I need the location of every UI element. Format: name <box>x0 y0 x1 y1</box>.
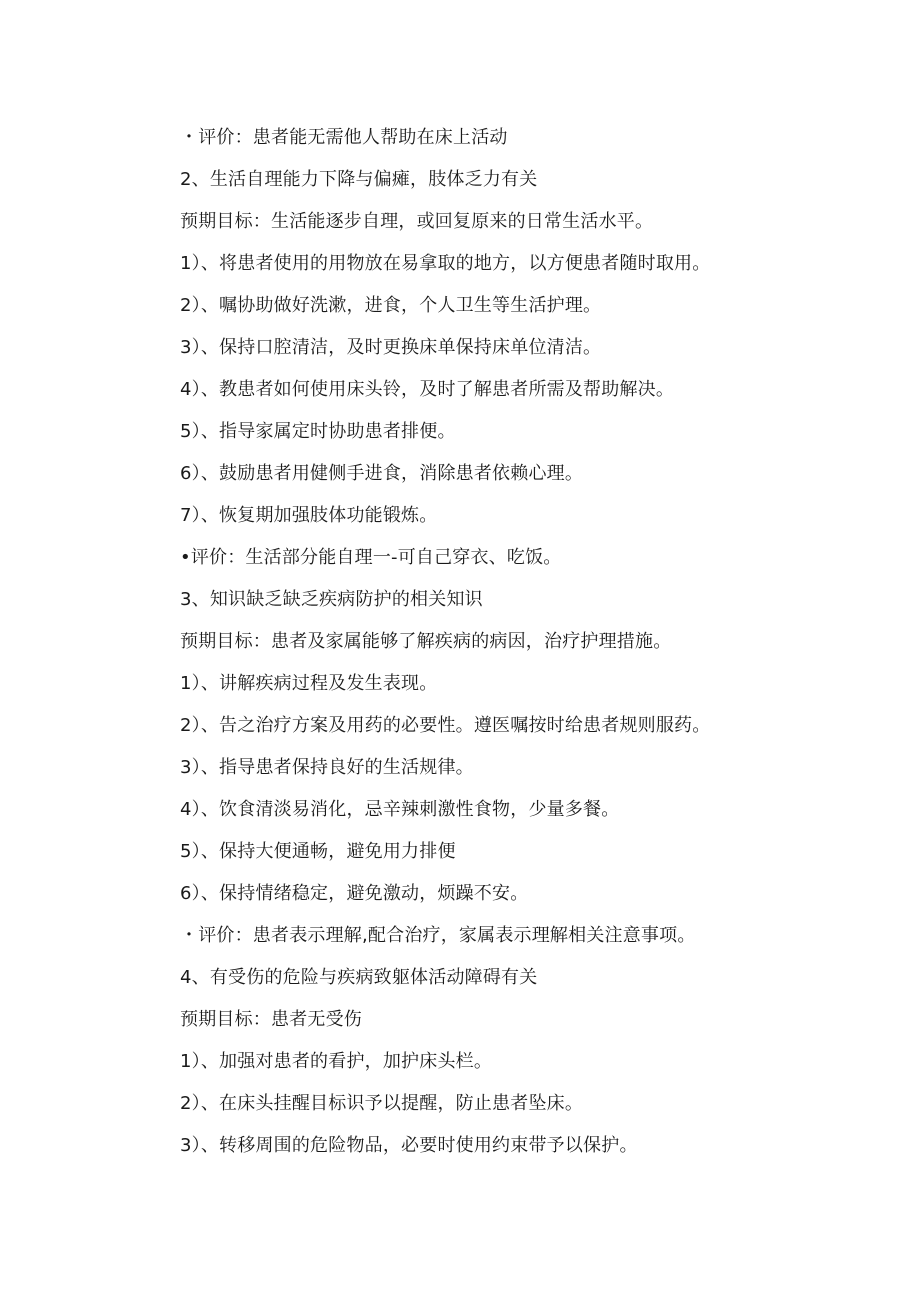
list-item: 2）、在床头挂醒目标识予以提醒，防止患者坠床。 <box>180 1093 584 1114</box>
list-item: 2）、告之治疗方案及用药的必要性。遵医嘱按时给患者规则服药。 <box>180 715 711 736</box>
list-item: 6）、鼓励患者用健侧手进食，消除患者依赖心理。 <box>180 463 584 484</box>
list-item: 6）、保持情绪稳定，避免激动，烦躁不安。 <box>180 883 529 904</box>
document-body <box>180 117 820 1167</box>
list-item: 3）、指导患者保持良好的生活规律。 <box>180 757 474 778</box>
section-heading-3: 3、知识缺乏缺乏疾病防护的相关知识 <box>180 589 483 610</box>
section-heading-4: 4、有受伤的危险与疾病致躯体活动障碍有关 <box>180 967 538 988</box>
goal-line-4: 预期目标：患者无受伤 <box>180 1009 362 1030</box>
goal-line-2: 预期目标：生活能逐步自理，或回复原来的日常生活水平。 <box>180 211 654 232</box>
goal-line-3: 预期目标：患者及家属能够了解疾病的病因，治疗护理措施。 <box>180 631 672 652</box>
evaluation-line-3: ・评价：患者表示理解,配合治疗，家属表示理解相关注意事项。 <box>180 925 696 946</box>
list-item: 1）、加强对患者的看护，加护床头栏。 <box>180 1051 493 1072</box>
list-item: 7）、恢复期加强肢体功能锻炼。 <box>180 505 438 526</box>
section-heading-2: 2、生活自理能力下降与偏瘫，肢体乏力有关 <box>180 169 538 190</box>
list-item: 5）、指导家属定时协助患者排便。 <box>180 421 456 442</box>
evaluation-line-2: •评价：生活部分能自理一-可自己穿衣、吃饭。 <box>180 547 562 568</box>
list-item: 4）、饮食清淡易消化，忌辛辣刺激性食物，少量多餐。 <box>180 799 620 820</box>
list-item: 2）、嘱协助做好洗漱，进食，个人卫生等生活护理。 <box>180 295 602 316</box>
list-item: 5）、保持大便通畅，避免用力排便 <box>180 841 456 862</box>
list-item: 3）、保持口腔清洁，及时更换床单保持床单位清洁。 <box>180 337 602 358</box>
list-item: 1）、讲解疾病过程及发生表现。 <box>180 673 438 694</box>
evaluation-line-1: ・评价：患者能无需他人帮助在床上活动 <box>180 127 508 148</box>
list-item: 4）、教患者如何使用床头铃，及时了解患者所需及帮助解决。 <box>180 379 675 400</box>
list-item: 1）、将患者使用的用物放在易拿取的地方，以方便患者随时取用。 <box>180 253 711 274</box>
list-item: 3）、转移周围的危险物品，必要时使用约束带予以保护。 <box>180 1135 638 1156</box>
